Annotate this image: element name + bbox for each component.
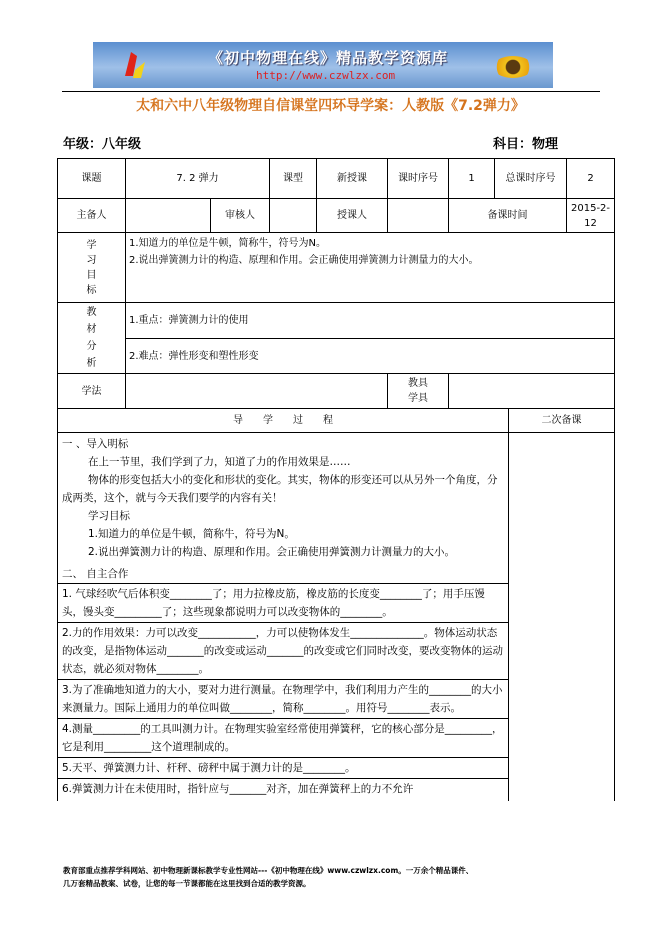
topic-value: 7. 2 弹力 [126,159,270,199]
question-item: 2.力的作用效果：力可以改变___________，力可以使物体发生______________。物体运动状态的改变，是指物体运动_______的改变或运动_______的改变或它们同时改变，要改变物体的运动状态，就必须对物体________。 [58,622,508,679]
type-value: 新授课 [317,159,388,199]
intro-paragraph: 物体的形变包括大小的变化和形状的变化。其实，物体的形变还可以从另外一个角度，分成两类，这个，就与今天我们要学的内容有关！ [62,474,498,504]
preparer-label: 主备人 [58,199,126,233]
method-label: 学法 [58,374,126,409]
logo-icon [121,50,147,80]
subject-label: 科目：物理 [493,137,559,152]
tools-value [449,374,615,409]
process-header: 导 学 过 程 [58,409,509,433]
prep-time-value: 2015-2-12 [567,199,615,233]
process-table [57,408,615,801]
question-item: 5.天平、弹簧测力计、杆秤、磅秤中属于测力计的是________。 [58,757,508,778]
goals-label: 学习目标 [58,233,126,303]
type-label: 课型 [270,159,317,199]
coop-title: 二、 自主合作 [62,568,129,580]
analysis-difficulty: 2.难点：弹性形变和塑性形变 [126,339,615,374]
site-banner [93,42,553,88]
method-value [126,374,388,409]
header-rule [62,91,600,92]
reviewer-label: 审核人 [211,199,270,233]
intro-paragraph: 在上一节里，我们学到了力，知道了力的作用效果是…… [88,456,351,468]
tools-label: 教具学具 [388,374,449,409]
analysis-label: 教材分析 [58,303,126,374]
total-value: 2 [567,159,615,199]
second-prep-header: 二次备课 [509,409,615,433]
goal-item: 1.知道力的单位是牛顿，简称牛，符号为N。 [129,238,327,249]
sunflower-image [493,56,533,78]
lesson-no-label: 课时序号 [388,159,449,199]
footer-line: 几万套精品教案、试卷，让您的每一节课都能在这里找到合适的教学资源。 [63,879,311,888]
goal-item: 2.说出弹簧测力计的构造、原理和作用。会正确使用弹簧测力计测量力的大小。 [88,546,456,558]
prep-time-label: 备课时间 [449,199,567,233]
reviewer-value [270,199,317,233]
goal-item: 2.说出弹簧测力计的构造、原理和作用。会正确使用弹簧测力计测量力的大小。 [129,255,479,266]
second-prep-area[interactable] [509,433,615,802]
teacher-value [388,199,449,233]
info-table [57,158,615,409]
analysis-key: 1.重点：弹簧测力计的使用 [126,303,615,339]
goals-subtitle: 学习目标 [88,510,130,522]
preparer-value [126,199,211,233]
question-item: 4.测量_________的工具叫测力计。在物理实验室经常使用弹簧秤，它的核心部分是_________，它是利用_________这个道理制成的。 [58,718,508,757]
topic-label: 课题 [58,159,126,199]
question-item: 1. 气球经吹气后体积变________了；用力拉橡皮筋，橡皮筋的长度变________了；用手压馒头，馒头变_________了；这些现象都说明力可以改变物体的________。 [58,583,508,622]
question-item: 3.为了准确地知道力的大小，要对力进行测量。在物理学中，我们利用力产生的________的大小来测量力。国际上通用力的单位叫做________，简称________。用符号________表示。 [58,679,508,718]
footer-line: 教育部重点推荐学科网站、初中物理新课标教学专业性网站---《初中物理在线》www.czwlzx.com。一万余个精品课件、 [63,866,474,875]
question-item: 6.弹簧测力计在未使用时，指针应与_______对齐，加在弹簧秤上的力不允许 [58,778,508,799]
total-label: 总课时序号 [495,159,567,199]
footer [63,864,473,890]
intro-title: 一 、导入明标 [62,438,129,450]
goal-item: 1.知道力的单位是牛顿，简称牛，符号为N。 [88,528,295,540]
banner-url[interactable]: http://www.czwlzx.com [256,69,396,82]
banner-title: 《初中物理在线》精品教学资源库 [208,49,449,67]
doc-title: 太和六中八年级物理自信课堂四环导学案：人教版《7.2弹力》 [136,98,525,114]
grade-label: 年级：八年级 [63,137,142,152]
teacher-label: 授课人 [317,199,388,233]
lesson-no-value: 1 [449,159,495,199]
